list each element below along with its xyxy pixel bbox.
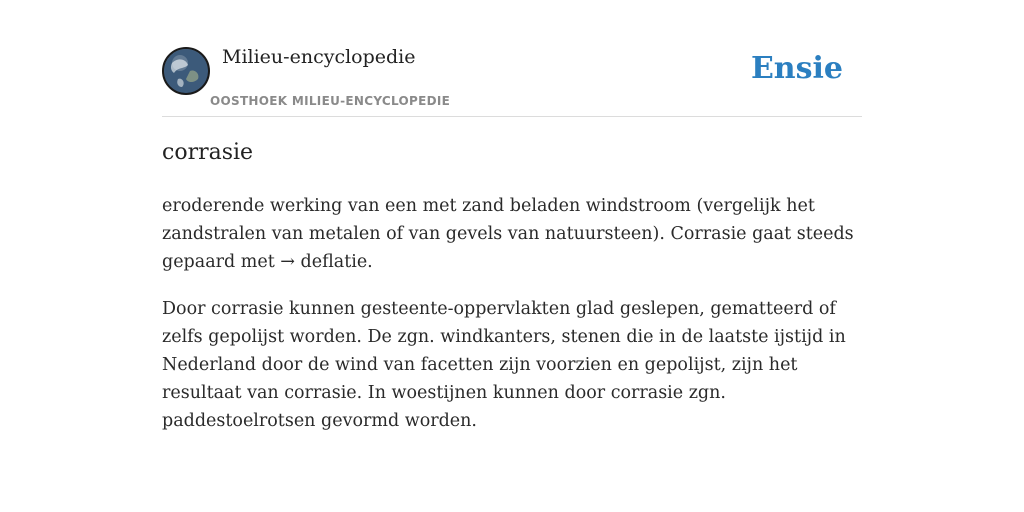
site-subtitle: OOSTHOEK MILIEU-ENCYCLOPEDIE [210, 94, 451, 108]
entry-content [162, 192, 862, 454]
earth-globe-icon[interactable] [162, 47, 210, 95]
brand-logo-link[interactable]: Ensie [750, 51, 843, 86]
site-name-link[interactable]: Milieu-encyclopedie [222, 46, 416, 68]
entry-title: corrasie [162, 140, 254, 165]
entry-paragraph: eroderende werking van een met zand beladen windstroom (vergelijk het zandstralen van metalen of van gevels van natuursteen). Corrasie gaat steeds gepaard met → deflatie. [162, 196, 854, 272]
entry-paragraph: Door corrasie kunnen gesteente-oppervlakten glad geslepen, gematteerd of zelfs gepolijst worden. De zgn. windkanters, stenen die in de laatste ijstijd in Nederland door de wind van facetten zijn voorzien en gepolijst, zijn het resultaat van corrasie. In woestijnen kunnen door corrasie zgn. paddestoelrotsen gevormd worden. [162, 299, 846, 431]
site-header [162, 40, 862, 117]
